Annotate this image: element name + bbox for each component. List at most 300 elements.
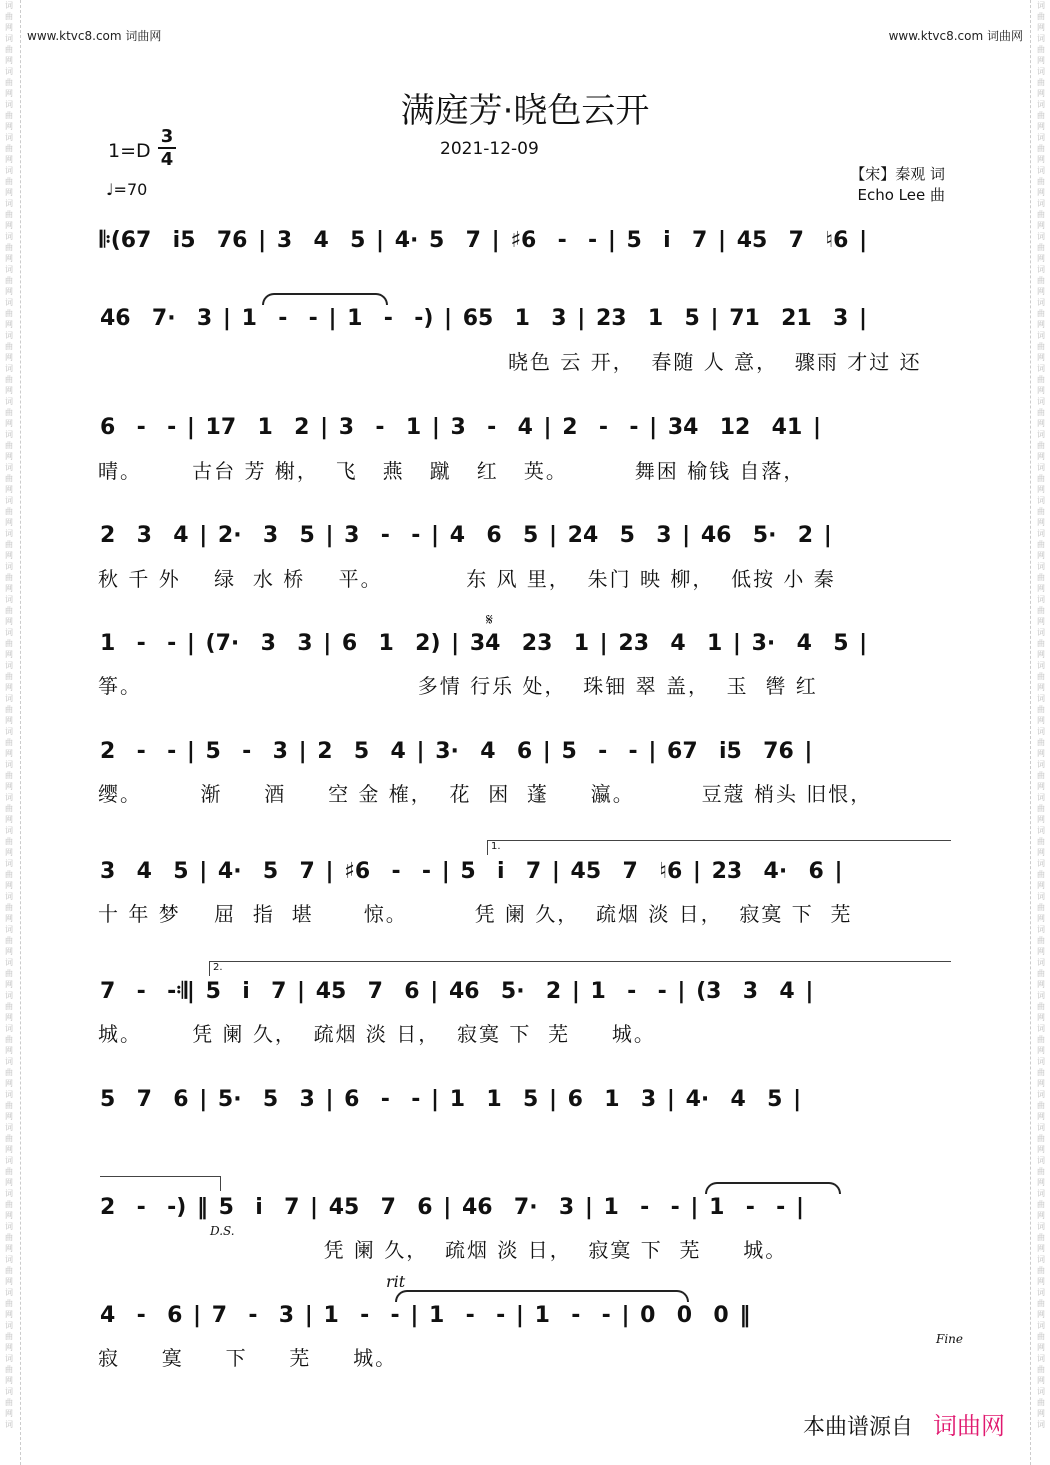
side-watermark-char: 网 <box>1037 1409 1045 1418</box>
side-watermark-char: 词 <box>1037 199 1045 208</box>
side-watermark-char: 网 <box>5 254 13 263</box>
side-watermark-char: 网 <box>5 56 13 65</box>
tie-slur-2 <box>705 1182 841 1194</box>
side-watermark-char: 曲 <box>1037 705 1045 714</box>
side-watermark-char: 曲 <box>5 474 13 483</box>
side-watermark-char: 词 <box>5 628 13 637</box>
tie-slur <box>262 293 388 305</box>
side-watermark-char: 网 <box>1037 1145 1045 1154</box>
side-watermark-char: 网 <box>1037 1343 1045 1352</box>
time-signature <box>158 127 176 169</box>
side-watermark-char: 网 <box>5 815 13 824</box>
side-watermark-char: 网 <box>5 782 13 791</box>
side-watermark-char: 网 <box>5 749 13 758</box>
side-watermark-char: 曲 <box>5 507 13 516</box>
side-watermark-char: 词 <box>5 1255 13 1264</box>
side-watermark-char: 词 <box>5 1189 13 1198</box>
side-watermark-char: 词 <box>1037 34 1045 43</box>
side-watermark-char: 词 <box>5 67 13 76</box>
side-watermark-char: 网 <box>5 914 13 923</box>
side-watermark-char: 网 <box>5 1310 13 1319</box>
song-title: 满庭芳·晓色云开 <box>400 91 650 131</box>
side-watermark-char: 词 <box>5 34 13 43</box>
side-watermark-char: 曲 <box>1037 573 1045 582</box>
side-watermark-char: 网 <box>1037 782 1045 791</box>
side-watermark-char: 网 <box>1037 1079 1045 1088</box>
side-watermark-char: 词 <box>1037 760 1045 769</box>
side-watermark-char: 网 <box>5 89 13 98</box>
side-watermark-char: 网 <box>5 419 13 428</box>
side-watermark-char: 词 <box>1037 661 1045 670</box>
side-watermark-char: 网 <box>5 1244 13 1253</box>
side-watermark-char: 网 <box>1037 1112 1045 1121</box>
side-watermark-char: 网 <box>1037 1013 1045 1022</box>
side-watermark-char: 网 <box>5 1112 13 1121</box>
side-watermark-char: 网 <box>1037 650 1045 659</box>
side-watermark-char: 网 <box>5 650 13 659</box>
side-watermark-char: 网 <box>1037 320 1045 329</box>
side-watermark-char: 曲 <box>1037 1101 1045 1110</box>
side-watermark-char: 词 <box>1037 67 1045 76</box>
side-watermark-char: 曲 <box>5 1068 13 1077</box>
side-watermark-char: 词 <box>5 232 13 241</box>
side-watermark-char: 网 <box>1037 1376 1045 1385</box>
side-watermark-char: 曲 <box>5 1167 13 1176</box>
side-watermark-char: 曲 <box>1037 144 1045 153</box>
side-watermark-char: 曲 <box>1037 1365 1045 1374</box>
side-watermark-char: 词 <box>1037 991 1045 1000</box>
side-watermark-char: 词 <box>5 496 13 505</box>
side-watermark-char: 曲 <box>5 870 13 879</box>
side-watermark-char: 曲 <box>1037 1233 1045 1242</box>
side-watermark-char: 曲 <box>1037 606 1045 615</box>
side-watermark-char: 词 <box>5 1321 13 1330</box>
side-watermark-char: 网 <box>5 353 13 362</box>
side-watermark-char: 曲 <box>1037 1299 1045 1308</box>
side-watermark-char: 词 <box>1037 1123 1045 1132</box>
lyrics-row-2: 晓色 云 开， 春随 人 意， 骤雨 才过 还 <box>508 350 922 374</box>
score-row-7: 3 4 5 | 4· 5 7 | ♯6 - - | 5 i 7 | 45 7 ♮6 | 23 4· 6 | <box>100 859 843 884</box>
side-watermark-char: 曲 <box>5 12 13 21</box>
side-watermark-char: 曲 <box>5 78 13 87</box>
side-watermark-char: 曲 <box>5 837 13 846</box>
side-watermark-left <box>2 0 16 1465</box>
side-watermark-char: 网 <box>1037 1046 1045 1055</box>
side-watermark-char: 网 <box>1037 122 1045 131</box>
side-watermark-char: 词 <box>5 760 13 769</box>
footer-source-label: 本曲谱源自 <box>802 1415 913 1440</box>
lyrics-row-7: 十 年 梦 屈 指 堪 惊。 凭 阑 久， 疏烟 淡 日， 寂寞 下 芜 <box>98 902 853 926</box>
side-watermark-char: 曲 <box>5 672 13 681</box>
lyrics-row-5: 筝。 多情 行乐 处， 珠钿 翠 盖， 玉 辔 红 <box>98 674 818 698</box>
side-watermark-char: 网 <box>1037 848 1045 857</box>
watermark-left: www.ktvc8.com 词曲网 <box>27 29 162 43</box>
side-watermark-char: 曲 <box>5 111 13 120</box>
right-border-line <box>1030 0 1031 1465</box>
side-watermark-char: 词 <box>5 661 13 670</box>
side-watermark-char: 网 <box>1037 716 1045 725</box>
side-watermark-char: 词 <box>5 364 13 373</box>
lyrics-row-10: 凭 阑 久， 疏烟 淡 日， 寂寞 下 芜 城。 <box>240 1238 788 1262</box>
side-watermark-char: 网 <box>1037 56 1045 65</box>
side-watermark-char: 词 <box>1037 1057 1045 1066</box>
left-border-line <box>20 0 21 1465</box>
side-watermark-char: 词 <box>5 925 13 934</box>
side-watermark-char: 词 <box>1037 529 1045 538</box>
side-watermark-char: 词 <box>1037 1156 1045 1165</box>
side-watermark-char: 曲 <box>5 45 13 54</box>
side-watermark-char: 网 <box>5 386 13 395</box>
lyrics-row-8: 城。 凭 阑 久， 疏烟 淡 日， 寂寞 下 芜 城。 <box>98 1022 656 1046</box>
side-watermark-char: 曲 <box>5 804 13 813</box>
lyricist: 【宋】秦观 词 <box>850 165 945 183</box>
tie-slur-3 <box>395 1290 689 1302</box>
side-watermark-char: 曲 <box>1037 276 1045 285</box>
side-watermark-char: 网 <box>5 1277 13 1286</box>
side-watermark-char: 网 <box>5 980 13 989</box>
side-watermark-char: 网 <box>1037 815 1045 824</box>
side-watermark-char: 曲 <box>1037 507 1045 516</box>
side-watermark-char: 网 <box>1037 155 1045 164</box>
side-watermark-char: 曲 <box>5 1266 13 1275</box>
side-watermark-char: 网 <box>5 617 13 626</box>
score-row-9: 5 7 6 | 5· 5 3 | 6 - - | 1 1 5 | 6 1 3 | 4· 4 5 | <box>100 1087 802 1112</box>
side-watermark-char: 网 <box>5 452 13 461</box>
side-watermark-char: 网 <box>5 155 13 164</box>
side-watermark-char: 词 <box>1037 826 1045 835</box>
side-watermark-char: 词 <box>1037 1321 1045 1330</box>
side-watermark-char: 网 <box>1037 749 1045 758</box>
side-watermark-char: 词 <box>5 859 13 868</box>
side-watermark-char: 网 <box>5 1145 13 1154</box>
side-watermark-char: 网 <box>5 188 13 197</box>
side-watermark-char: 词 <box>1037 1090 1045 1099</box>
side-watermark-char: 网 <box>1037 980 1045 989</box>
side-watermark-char: 网 <box>1037 1277 1045 1286</box>
side-watermark-char: 网 <box>5 584 13 593</box>
side-watermark-char: 网 <box>1037 89 1045 98</box>
lyrics-row-3: 晴。 古台 芳 榭， 飞 燕 蹴 红 英。 舞困 榆钱 自落， <box>98 459 806 483</box>
tempo-mark: ♩=70 <box>106 180 148 199</box>
side-watermark-char: 曲 <box>5 1398 13 1407</box>
side-watermark-char: 网 <box>5 1211 13 1220</box>
side-watermark-char: 网 <box>5 1343 13 1352</box>
side-watermark-char: 词 <box>5 562 13 571</box>
score-row-6: 2 - - | 5 - 3 | 2 5 4 | 3· 4 6 | 5 - - | 67 i5 76 | <box>100 739 813 764</box>
side-watermark-char: 词 <box>5 166 13 175</box>
lyrics-row-4: 秋 千 外 绿 水 桥 平。 东 风 里， 朱门 映 柳， 低按 小 秦 <box>98 567 836 591</box>
side-watermark-char: 词 <box>5 1222 13 1231</box>
side-watermark-char: 网 <box>1037 584 1045 593</box>
side-watermark-char: 网 <box>1037 1244 1045 1253</box>
side-watermark-char: 网 <box>1037 419 1045 428</box>
score-row-2: 46 7· 3 | 1 - - | 1 - -) | 65 1 3 | 23 1 5 | 71 21 3 | <box>100 306 868 331</box>
side-watermark-char: 网 <box>1037 683 1045 692</box>
side-watermark-char: 曲 <box>1037 1134 1045 1143</box>
side-watermark-char: 网 <box>1037 1310 1045 1319</box>
side-watermark-char: 词 <box>5 1024 13 1033</box>
side-watermark-char: 词 <box>5 1 13 10</box>
side-watermark-char: 网 <box>1037 1178 1045 1187</box>
side-watermark-char: 网 <box>5 518 13 527</box>
side-watermark-char: 曲 <box>1037 210 1045 219</box>
side-watermark-char: 曲 <box>1037 1035 1045 1044</box>
side-watermark-char: 网 <box>5 1409 13 1418</box>
side-watermark-char: 词 <box>1037 1420 1045 1429</box>
side-watermark-char: 网 <box>5 1376 13 1385</box>
side-watermark-char: 网 <box>1037 617 1045 626</box>
side-watermark-char: 网 <box>1037 452 1045 461</box>
side-watermark-char: 词 <box>1037 892 1045 901</box>
side-watermark-char: 网 <box>5 221 13 230</box>
side-watermark-char: 词 <box>1037 793 1045 802</box>
side-watermark-char: 词 <box>5 1387 13 1396</box>
side-watermark-char: 词 <box>1037 166 1045 175</box>
side-watermark-char: 词 <box>1037 1255 1045 1264</box>
side-watermark-char: 词 <box>1037 265 1045 274</box>
side-watermark-char: 曲 <box>1037 1167 1045 1176</box>
side-watermark-char: 网 <box>1037 386 1045 395</box>
side-watermark-char: 曲 <box>1037 540 1045 549</box>
side-watermark-char: 词 <box>1037 430 1045 439</box>
side-watermark-char: 网 <box>5 1013 13 1022</box>
side-watermark-char: 词 <box>5 694 13 703</box>
side-watermark-char: 曲 <box>1037 408 1045 417</box>
side-watermark-char: 曲 <box>1037 474 1045 483</box>
side-watermark-char: 词 <box>1037 1387 1045 1396</box>
side-watermark-char: 曲 <box>5 540 13 549</box>
side-watermark-char: 曲 <box>5 1200 13 1209</box>
side-watermark-char: 词 <box>5 892 13 901</box>
side-watermark-char: 词 <box>5 100 13 109</box>
side-watermark-char: 曲 <box>5 441 13 450</box>
side-watermark-char: 词 <box>1037 496 1045 505</box>
side-watermark-char: 曲 <box>5 276 13 285</box>
side-watermark-char: 曲 <box>5 1365 13 1374</box>
rit-mark: rit <box>386 1272 406 1291</box>
side-watermark-char: 词 <box>5 1123 13 1132</box>
side-watermark-char: 词 <box>1037 595 1045 604</box>
side-watermark-char: 曲 <box>1037 1068 1045 1077</box>
side-watermark-char: 词 <box>5 1090 13 1099</box>
side-watermark-char: 词 <box>1037 1354 1045 1363</box>
side-watermark-char: 曲 <box>1037 1332 1045 1341</box>
side-watermark-char: 词 <box>1037 463 1045 472</box>
side-watermark-char: 曲 <box>5 210 13 219</box>
side-watermark-char: 词 <box>5 397 13 406</box>
side-watermark-char: 网 <box>1037 287 1045 296</box>
side-watermark-char: 曲 <box>5 936 13 945</box>
footer-source <box>803 1406 1005 1441</box>
side-watermark-char: 词 <box>1037 1024 1045 1033</box>
side-watermark-char: 词 <box>1037 694 1045 703</box>
side-watermark-char: 网 <box>5 716 13 725</box>
side-watermark-char: 网 <box>5 1079 13 1088</box>
key-signature: 1=D <box>108 140 151 162</box>
side-watermark-char: 词 <box>1037 364 1045 373</box>
side-watermark-char: 曲 <box>1037 936 1045 945</box>
side-watermark-char: 曲 <box>5 771 13 780</box>
segno-mark: 𝄋 <box>486 610 493 629</box>
time-bottom: 4 <box>160 149 174 170</box>
side-watermark-char: 曲 <box>5 342 13 351</box>
volta-1: 1. <box>487 840 951 855</box>
side-watermark-char: 网 <box>1037 551 1045 560</box>
side-watermark-char: 网 <box>1037 1211 1045 1220</box>
side-watermark-char: 词 <box>5 1354 13 1363</box>
side-watermark-char: 词 <box>1037 958 1045 967</box>
score-row-10: 2 - -) ‖ 5 i 7 | 45 7 6 | 46 7· 3 | 1 - - | 1 - - | <box>100 1195 804 1220</box>
side-watermark-char: 曲 <box>1037 738 1045 747</box>
side-watermark-char: 曲 <box>1037 441 1045 450</box>
side-watermark-char: 网 <box>1037 188 1045 197</box>
side-watermark-char: 词 <box>1037 1222 1045 1231</box>
side-watermark-char: 曲 <box>5 1332 13 1341</box>
score-row-1: 𝄆(67 i5 76 | 3 4 5 | 4· 5 7 | ♯6 - - | 5 i 7 | 45 7 ♮6 | <box>100 228 868 253</box>
side-watermark-char: 词 <box>5 727 13 736</box>
side-watermark-char: 曲 <box>1037 243 1045 252</box>
side-watermark-char: 曲 <box>1037 1200 1045 1209</box>
score-row-8: 7 - -𝄇| 5 i 7 | 45 7 6 | 46 5· 2 | 1 - - | (3 3 4 | <box>100 979 814 1004</box>
composer: Echo Lee 曲 <box>857 186 945 204</box>
side-watermark-char: 曲 <box>5 1002 13 1011</box>
side-watermark-char: 曲 <box>1037 309 1045 318</box>
side-watermark-char: 曲 <box>5 1035 13 1044</box>
ds-mark: D.S. <box>210 1224 235 1238</box>
side-watermark-char: 网 <box>5 947 13 956</box>
time-top: 3 <box>160 126 174 147</box>
side-watermark-char: 曲 <box>1037 12 1045 21</box>
side-watermark-char: 词 <box>1037 562 1045 571</box>
score-row-4: 2 3 4 | 2· 3 5 | 3 - - | 4 6 5 | 24 5 3 | 46 5· 2 | <box>100 523 832 548</box>
side-watermark-char: 词 <box>5 133 13 142</box>
side-watermark-char: 曲 <box>1037 639 1045 648</box>
side-watermark-char: 曲 <box>1037 45 1045 54</box>
side-watermark-char: 曲 <box>5 705 13 714</box>
score-row-3: 6 - - | 17 1 2 | 3 - 1 | 3 - 4 | 2 - - | 34 12 41 | <box>100 415 821 440</box>
side-watermark-char: 词 <box>1037 397 1045 406</box>
side-watermark-char: 词 <box>1037 628 1045 637</box>
side-watermark-char: 网 <box>1037 914 1045 923</box>
side-watermark-char: 词 <box>5 265 13 274</box>
fine-mark: Fine <box>936 1332 963 1346</box>
side-watermark-char: 曲 <box>5 1233 13 1242</box>
side-watermark-char: 曲 <box>1037 1266 1045 1275</box>
side-watermark-char: 曲 <box>1037 177 1045 186</box>
side-watermark-char: 曲 <box>1037 1398 1045 1407</box>
score-row-11: 4 - 6 | 7 - 3 | 1 - - | 1 - - | 1 - - | 0 0 0 ‖ <box>100 1303 751 1328</box>
side-watermark-char: 网 <box>1037 23 1045 32</box>
side-watermark-char: 曲 <box>5 903 13 912</box>
side-watermark-char: 词 <box>1037 133 1045 142</box>
side-watermark-char: 曲 <box>1037 870 1045 879</box>
lyrics-row-11: 寂 寞 下 芜 城。 <box>98 1346 398 1370</box>
side-watermark-char: 曲 <box>5 144 13 153</box>
side-watermark-char: 词 <box>5 331 13 340</box>
ds-bracket <box>100 1176 221 1191</box>
side-watermark-char: 词 <box>5 1156 13 1165</box>
side-watermark-char: 网 <box>5 1178 13 1187</box>
side-watermark-char: 网 <box>5 881 13 890</box>
side-watermark-char: 词 <box>5 991 13 1000</box>
side-watermark-char: 词 <box>5 463 13 472</box>
side-watermark-char: 曲 <box>5 408 13 417</box>
side-watermark-char: 曲 <box>5 243 13 252</box>
side-watermark-char: 词 <box>5 199 13 208</box>
side-watermark-char: 曲 <box>5 573 13 582</box>
side-watermark-char: 曲 <box>5 606 13 615</box>
side-watermark-char: 网 <box>1037 254 1045 263</box>
footer-brand-link[interactable]: 词曲网 <box>933 1412 1005 1440</box>
side-watermark-char: 词 <box>1037 1288 1045 1297</box>
side-watermark-char: 词 <box>1037 925 1045 934</box>
side-watermark-char: 网 <box>5 485 13 494</box>
side-watermark-char: 曲 <box>5 375 13 384</box>
side-watermark-char: 网 <box>1037 947 1045 956</box>
side-watermark-char: 网 <box>1037 881 1045 890</box>
side-watermark-char: 曲 <box>1037 78 1045 87</box>
side-watermark-char: 网 <box>1037 353 1045 362</box>
side-watermark-char: 网 <box>5 23 13 32</box>
side-watermark-char: 词 <box>5 1057 13 1066</box>
side-watermark-char: 网 <box>5 287 13 296</box>
side-watermark-char: 词 <box>1037 100 1045 109</box>
side-watermark-char: 曲 <box>5 1101 13 1110</box>
side-watermark-char: 网 <box>5 683 13 692</box>
side-watermark-char: 词 <box>5 1420 13 1429</box>
side-watermark-char: 曲 <box>5 1134 13 1143</box>
side-watermark-char: 词 <box>1037 1 1045 10</box>
side-watermark-char: 曲 <box>5 969 13 978</box>
side-watermark-char: 词 <box>5 595 13 604</box>
side-watermark-char: 词 <box>1037 331 1045 340</box>
side-watermark-char: 曲 <box>1037 969 1045 978</box>
side-watermark-char: 词 <box>5 826 13 835</box>
side-watermark-char: 曲 <box>1037 375 1045 384</box>
side-watermark-char: 曲 <box>1037 111 1045 120</box>
side-watermark-char: 词 <box>1037 232 1045 241</box>
side-watermark-char: 词 <box>5 430 13 439</box>
side-watermark-char: 曲 <box>1037 771 1045 780</box>
side-watermark-char: 曲 <box>1037 804 1045 813</box>
side-watermark-char: 网 <box>5 1046 13 1055</box>
side-watermark-char: 曲 <box>5 1299 13 1308</box>
side-watermark-char: 网 <box>5 122 13 131</box>
score-row-5: 1 - - | (7· 3 3 | 6 1 2) | 34 23 1 | 23 4 1 | 3· 4 5 | <box>100 631 868 656</box>
side-watermark-char: 词 <box>5 958 13 967</box>
side-watermark-char: 网 <box>5 320 13 329</box>
side-watermark-char: 词 <box>1037 859 1045 868</box>
volta-2: 2. <box>209 961 951 976</box>
side-watermark-char: 曲 <box>5 177 13 186</box>
side-watermark-char: 网 <box>1037 485 1045 494</box>
watermark-right: www.ktvc8.com 词曲网 <box>888 29 1023 43</box>
side-watermark-char: 网 <box>5 551 13 560</box>
side-watermark-char: 曲 <box>1037 903 1045 912</box>
side-watermark-char: 曲 <box>1037 1002 1045 1011</box>
side-watermark-char: 词 <box>1037 1189 1045 1198</box>
side-watermark-char: 词 <box>5 529 13 538</box>
side-watermark-char: 词 <box>5 1288 13 1297</box>
side-watermark-char: 曲 <box>5 639 13 648</box>
side-watermark-char: 曲 <box>5 309 13 318</box>
side-watermark-char: 词 <box>5 298 13 307</box>
side-watermark-char: 网 <box>1037 518 1045 527</box>
side-watermark-char: 曲 <box>1037 837 1045 846</box>
side-watermark-char: 词 <box>1037 298 1045 307</box>
lyrics-row-6: 缨。 渐 酒 空 金 榷， 花 困 蓬 瀛。 豆蔻 梢头 旧恨， <box>98 782 873 806</box>
side-watermark-char: 曲 <box>5 738 13 747</box>
